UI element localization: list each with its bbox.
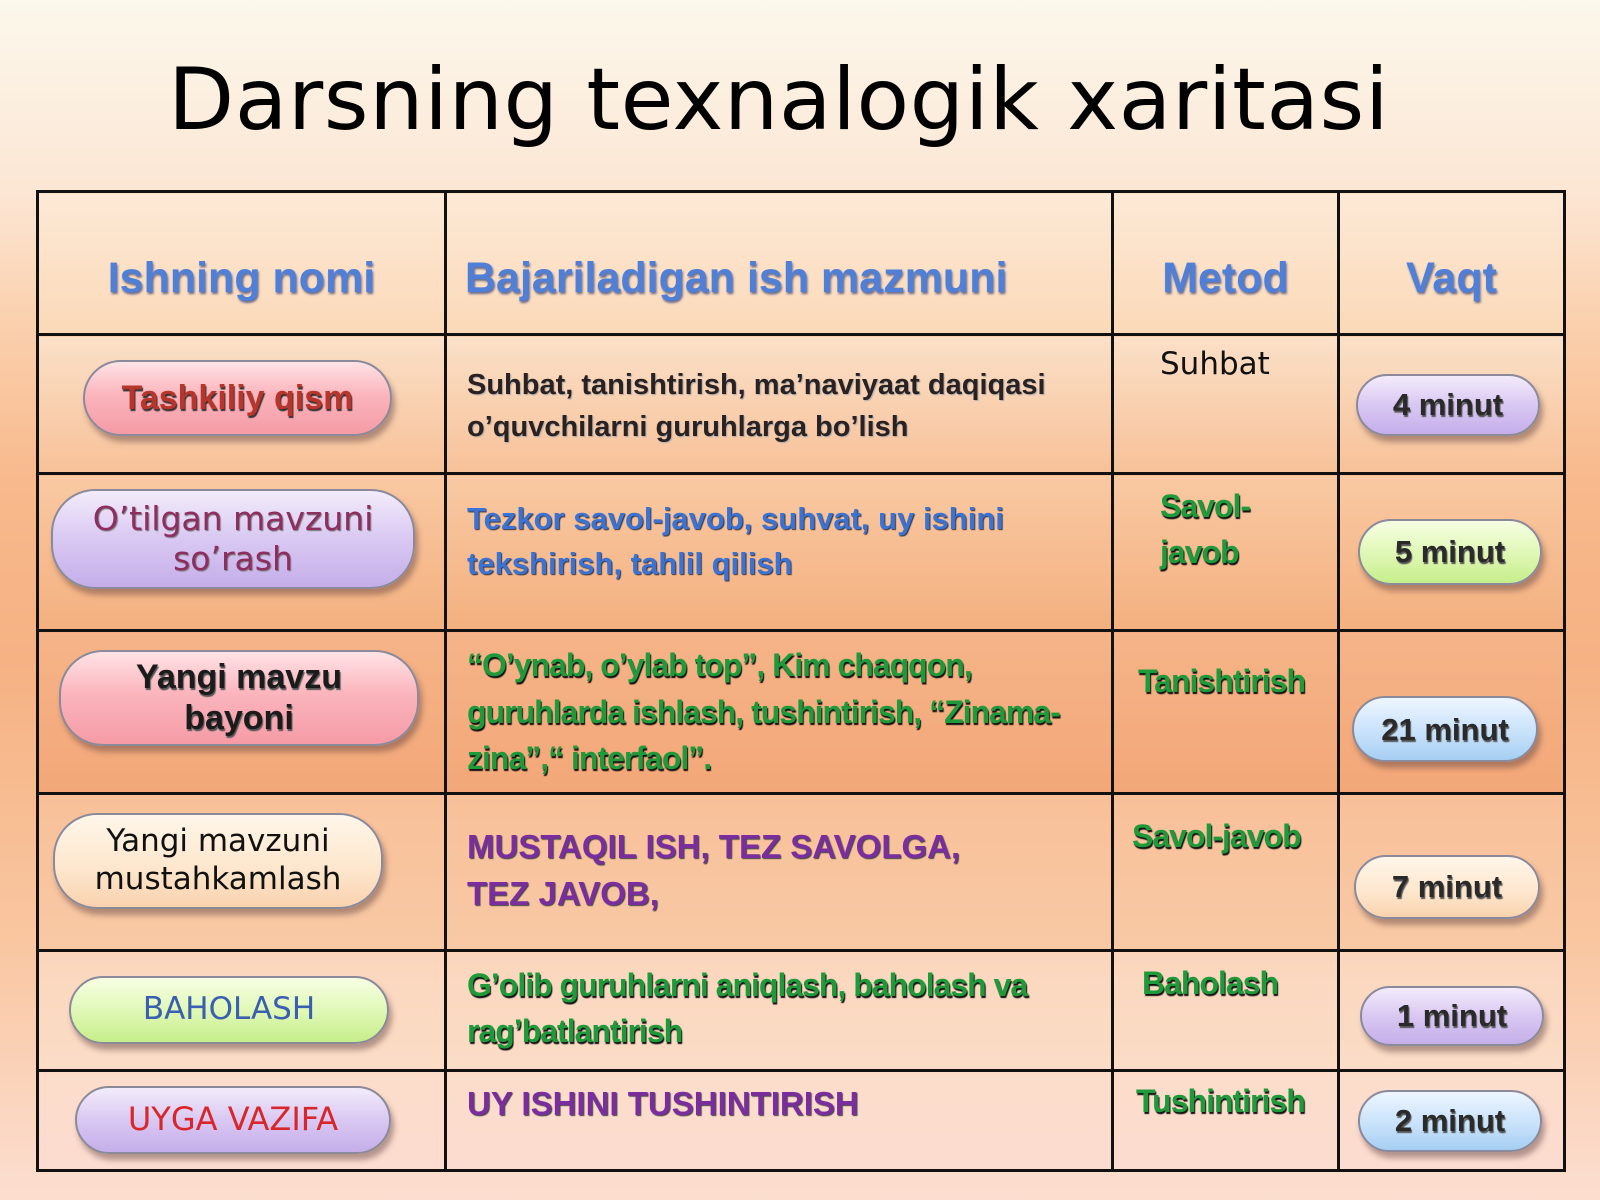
table-row <box>38 1070 1565 1171</box>
content-text: MUSTAQIL ISH, TEZ SAVOLGA, TEZ JAVOB, <box>467 827 961 913</box>
content-text: Tezkor savol-javob, suhvat, uy ishini tekshirish, tahlil qilish <box>467 501 1004 581</box>
table-row <box>38 474 1565 631</box>
method-cell <box>1113 950 1339 1070</box>
step-pill <box>53 813 383 909</box>
header-name: Ishning nomi <box>38 192 446 335</box>
time-text: 7 minut <box>1391 868 1503 904</box>
name-cell <box>38 1070 446 1171</box>
method-text: Tanishtirish <box>1138 663 1305 700</box>
step-pill <box>59 650 419 746</box>
content-cell <box>446 793 1113 950</box>
time-cell <box>1339 1070 1565 1171</box>
content-cell <box>446 335 1113 474</box>
time-text: 5 minut <box>1394 534 1506 570</box>
step-pill <box>51 489 415 589</box>
table-row <box>38 631 1565 793</box>
step-pill <box>75 1086 391 1154</box>
name-cell <box>38 950 446 1070</box>
time-text: 2 minut <box>1394 1102 1506 1138</box>
step-name: UYGA VAZIFA <box>127 1100 339 1139</box>
slide-title: Darsning texnalogik xaritasi <box>168 50 1390 150</box>
step-pill <box>69 976 389 1044</box>
name-cell <box>38 793 446 950</box>
time-cell <box>1339 335 1565 474</box>
time-text: 21 minut <box>1381 711 1509 747</box>
header-method: Metod <box>1113 192 1339 335</box>
table-row <box>38 950 1565 1070</box>
step-name: BAHOLASH <box>142 991 316 1028</box>
technological-map-table <box>36 190 1566 1172</box>
time-text: 1 minut <box>1396 998 1508 1034</box>
time-pill <box>1356 374 1540 436</box>
name-cell <box>38 335 446 474</box>
time-cell <box>1339 631 1565 793</box>
method-text: Suhbat <box>1160 346 1270 383</box>
content-cell <box>446 1070 1113 1171</box>
header-time: Vaqt <box>1339 192 1565 335</box>
step-name: Tashkiliy qism <box>121 378 354 417</box>
time-pill <box>1354 855 1540 919</box>
time-cell <box>1339 950 1565 1070</box>
method-text: Baholash <box>1142 964 1279 1001</box>
time-pill <box>1352 696 1538 762</box>
time-cell <box>1339 793 1565 950</box>
header-row <box>38 192 1565 335</box>
step-name: O’tilgan mavzuni so’rash <box>92 499 374 579</box>
step-name: Yangi mavzuni mustahkamlash <box>94 823 342 897</box>
method-text: Tushintirish <box>1136 1082 1305 1119</box>
time-cell <box>1339 474 1565 631</box>
content-text: Suhbat, tanishtirish, ma’naviyaat daqiqasi o’quvchilarni guruhlarga bo’lish <box>467 369 1046 444</box>
content-cell <box>446 950 1113 1070</box>
method-cell <box>1113 335 1339 474</box>
header-content: Bajariladigan ish mazmuni <box>446 192 1113 335</box>
name-cell <box>38 631 446 793</box>
content-text: “O’ynab, o’ylab top”, Kim chaqqon, guruhlarda ishlash, tushintirish, “Zinama-zina”,“ interfaol”. <box>467 647 1060 777</box>
method-cell <box>1113 1070 1339 1171</box>
method-cell <box>1113 793 1339 950</box>
content-cell <box>446 474 1113 631</box>
content-cell <box>446 631 1113 793</box>
name-cell <box>38 474 446 631</box>
step-pill <box>83 360 392 436</box>
method-text: Savol-javob <box>1160 488 1251 571</box>
table-row <box>38 335 1565 474</box>
table-row <box>38 793 1565 950</box>
time-pill <box>1358 519 1542 585</box>
content-text: G’olib guruhlarni aniqlash, baholash va rag’batlantirish <box>467 966 1028 1050</box>
time-pill <box>1358 1090 1542 1152</box>
method-cell <box>1113 631 1339 793</box>
step-name: Yangi mavzu bayoni <box>136 658 342 738</box>
time-pill <box>1360 986 1544 1046</box>
time-text: 4 minut <box>1392 387 1504 423</box>
method-text: Savol-javob <box>1132 817 1301 854</box>
method-cell <box>1113 474 1339 631</box>
content-text: UY ISHINI TUSHINTIRISH <box>467 1084 859 1122</box>
